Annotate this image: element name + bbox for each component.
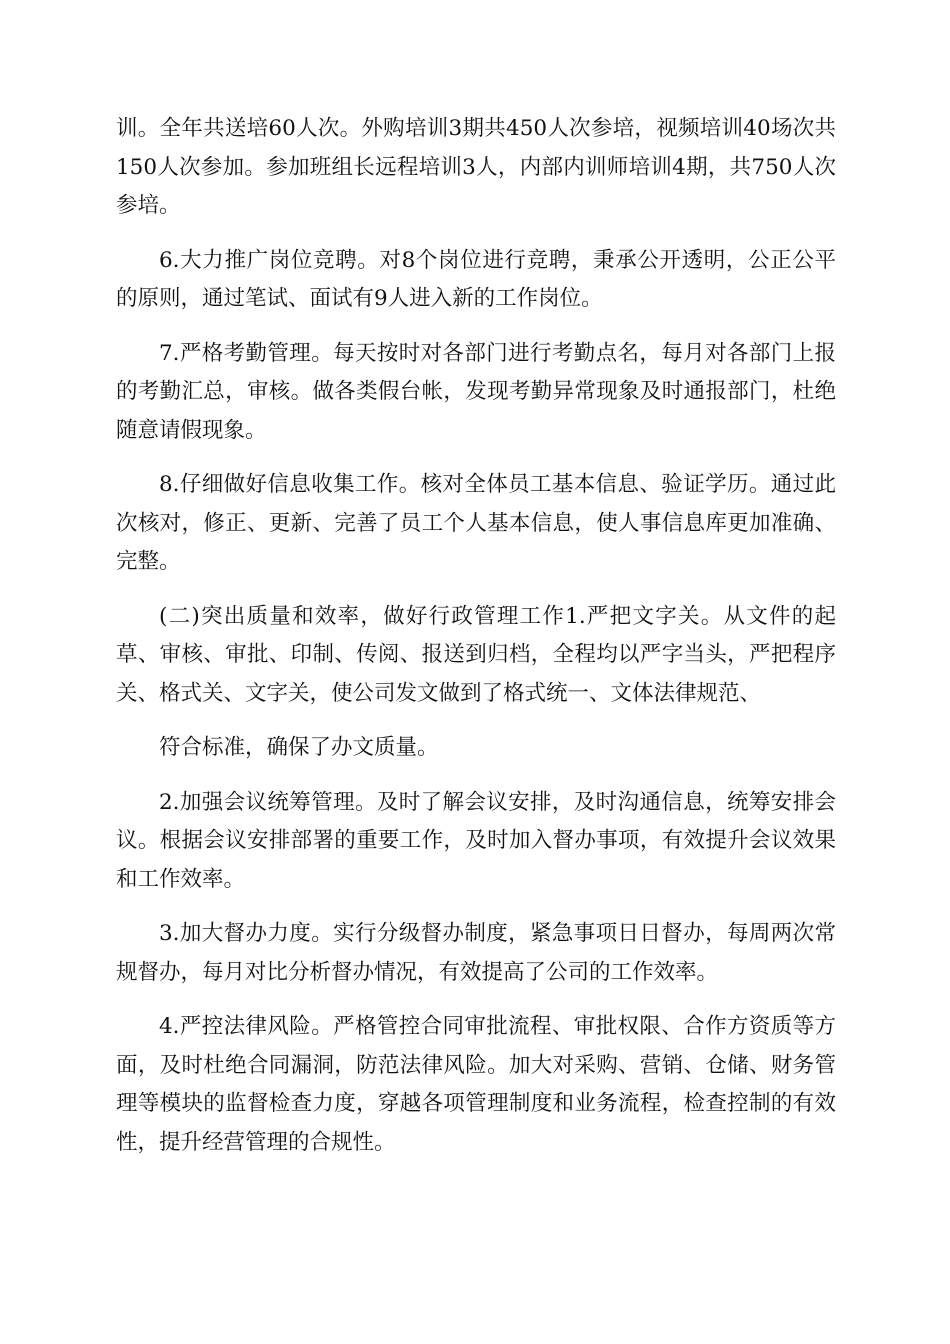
paragraph-attendance-management: 7.严格考勤管理。每天按时对各部门进行考勤点名，每月对各部门上报的考勤汇总，审核。做各类假台帐，发现考勤异常现象及时通报部门，杜绝随意请假现象。 xyxy=(116,340,836,443)
paragraph-job-competition: 6.大力推广岗位竞聘。对8个岗位进行竞聘，秉承公开透明，公正公平的原则，通过笔试、面试有9人进入新的工作岗位。 xyxy=(116,247,836,311)
paragraph-information-collection: 8.仔细做好信息收集工作。核对全体员工基本信息、验证学历。通过此次核对，修正、更新、完善了员工个人基本信息，使人事信息库更加准确、完整。 xyxy=(116,472,836,574)
paragraph-administrative-management: (二)突出质量和效率，做好行政管理工作1.严把文字关。从文件的起草、审核、审批、印制、传阅、报送到归档，全程均以严字当头，严把程序关、格式关、文字关，使公司发文做到了格式统一、文体法律规范、 xyxy=(116,603,836,706)
paragraph-legal-risk: 4.严控法律风险。严格管控合同审批流程、审批权限、合作方资质等方面，及时杜绝合同漏洞，防范法律风险。加大对采购、营销、仓储、财务管理等模块的监督检查力度，穿越各项管理制度和业务流程，检查控制的有效性，提升经营管理的合规性。 xyxy=(116,1014,836,1155)
paragraph-meeting-management: 2.加强会议统筹管理。及时了解会议安排，及时沟通信息，统筹安排会议。根据会议安排部署的重要工作，及时加入督办事项，有效提升会议效果和工作效率。 xyxy=(116,789,836,892)
paragraph-training-summary: 训。全年共送培60人次。外购培训3期共450人次参培，视频培训40场次共150人次参加。参加班组长远程培训3人，内部内训师培训4期，共750人次参培。 xyxy=(116,116,836,218)
document-body xyxy=(116,110,836,1178)
paragraph-document-quality: 符合标准，确保了办文质量。 xyxy=(159,735,439,760)
paragraph-supervision: 3.加大督办力度。实行分级督办制度，紧急事项日日督办，每周两次常规督办，每月对比分析督办情况，有效提高了公司的工作效率。 xyxy=(116,921,836,985)
